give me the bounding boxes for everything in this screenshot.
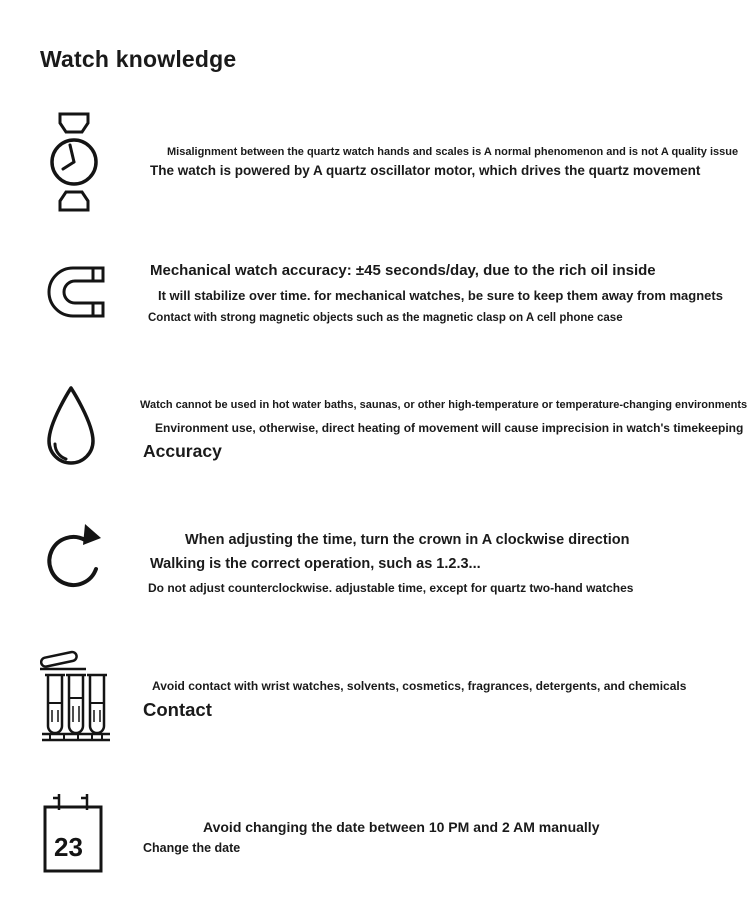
temperature-section-note: Watch cannot be used in hot water baths, saunas, or other high-temperature or temperature-changing environments [140,399,748,411]
contact-heading: Contact [143,699,212,720]
watch-section-text: The watch is powered by A quartz oscillator motor, which drives the quartz movement [150,163,701,178]
water-drop-icon [42,384,100,470]
calendar-icon [42,792,104,874]
calendar-day-number: 23 [54,832,83,862]
magnet-section-title: Mechanical watch accuracy: ±45 seconds/day, due to the rich oil inside [150,262,656,279]
wristwatch-icon [45,112,103,212]
magnet-icon [45,264,105,321]
crown-section-title: When adjusting the time, turn the crown in A clockwise direction [185,532,630,548]
magnet-section-text: It will stabilize over time. for mechanical watches, be sure to keep them away from magnets [158,288,723,303]
magnet-section-note: Contact with strong magnetic objects such as the magnetic clasp on A cell phone case [148,312,623,324]
crown-section-text: Walking is the correct operation, such as 1.2.3... [150,556,481,572]
date-section-title: Avoid changing the date between 10 PM and 2 AM manually [203,819,600,835]
date-section-text: Change the date [143,841,241,855]
page-title: Watch knowledge [40,46,237,73]
test-tubes-icon [40,648,112,742]
crown-section-note: Do not adjust counterclockwise. adjustable time, except for quartz two-hand watches [148,581,634,595]
temperature-section-text: Environment use, otherwise, direct heating of movement will cause imprecision in watch's timekeeping [155,421,744,435]
watch-section-note: Misalignment between the quartz watch hands and scales is A normal phenomenon and is not A quality issue [167,146,739,158]
rotate-clockwise-icon [42,523,108,591]
accuracy-heading: Accuracy [143,441,222,461]
chemicals-section-text: Avoid contact with wrist watches, solvents, cosmetics, fragrances, detergents, and chemicals [152,679,687,693]
